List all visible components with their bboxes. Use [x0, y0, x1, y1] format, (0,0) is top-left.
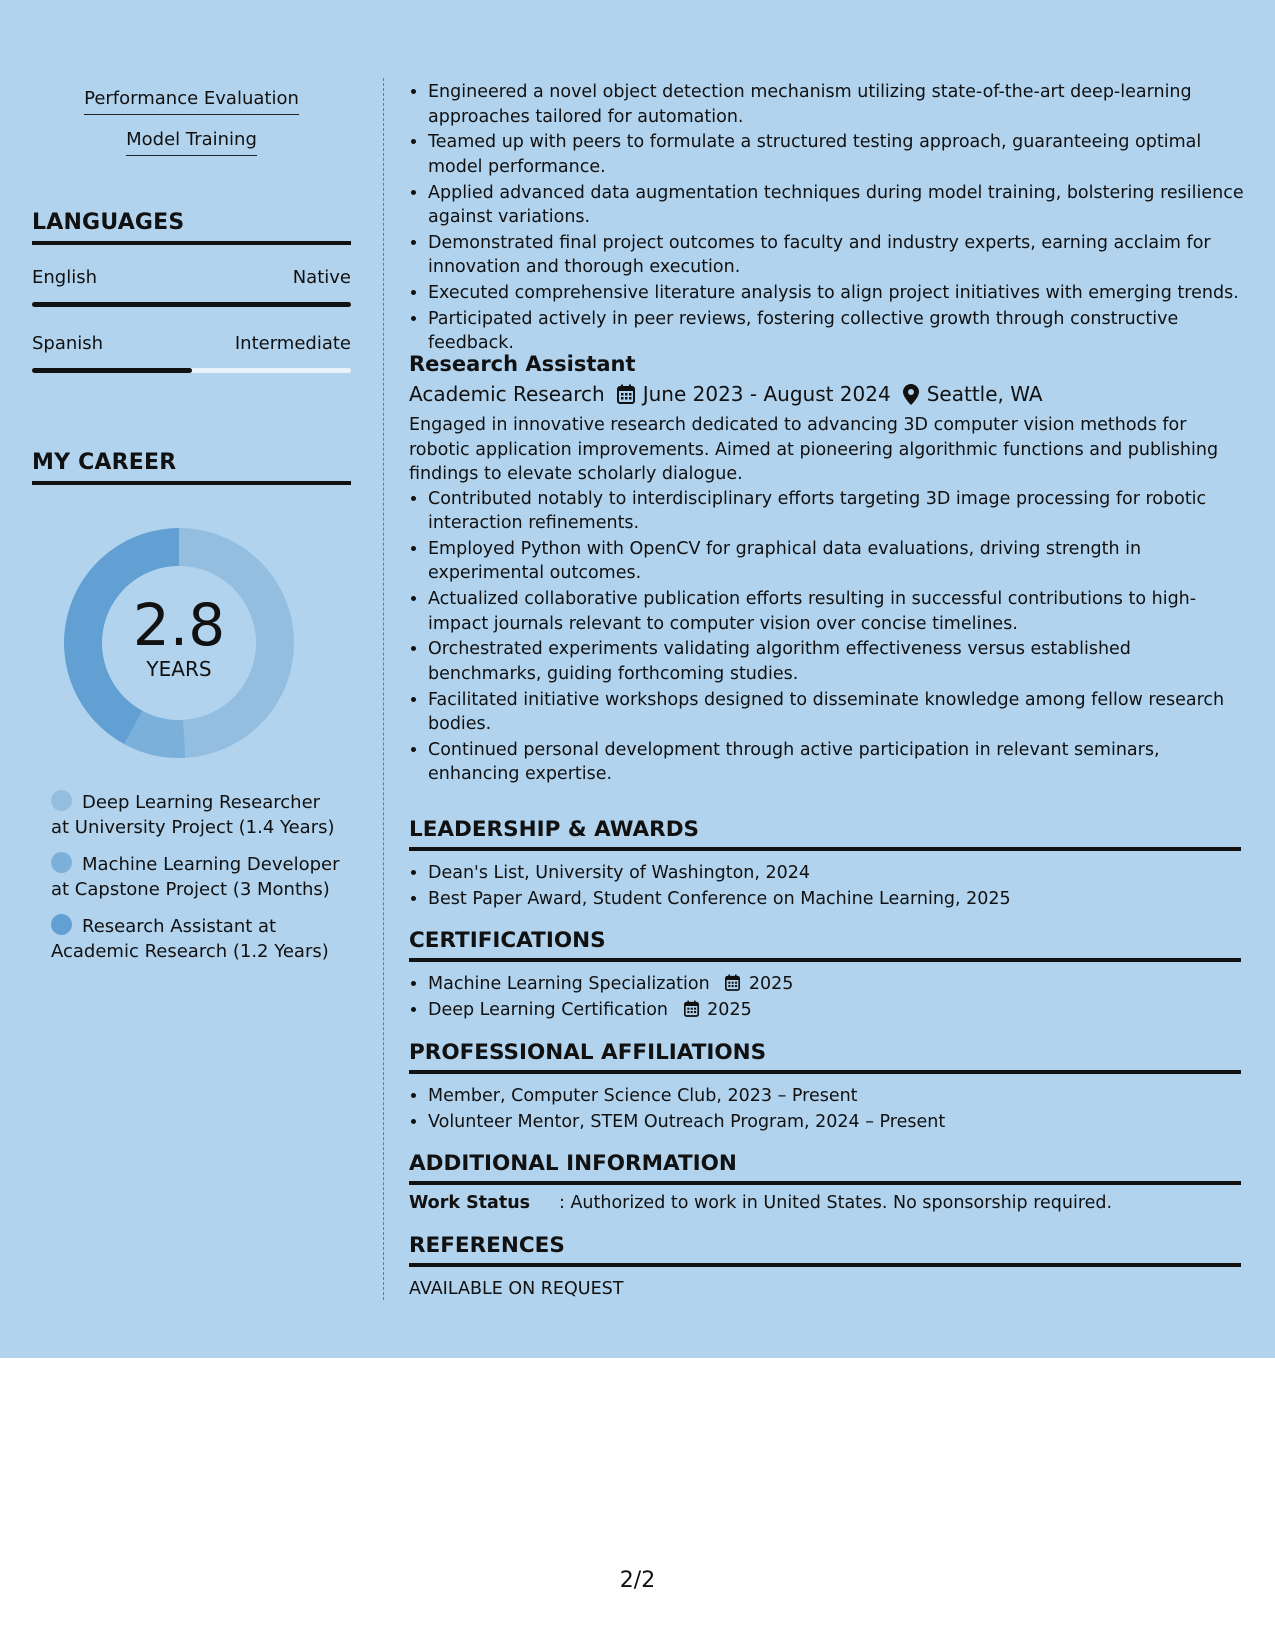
calendar-icon: [617, 384, 635, 404]
affiliations-section: [409, 1040, 1241, 1136]
calendar-icon: [684, 1000, 699, 1017]
list-item: • Participated actively in peer reviews, fostering collective growth through constructive feedback.: [428, 307, 1260, 356]
language-level: Intermediate: [234, 333, 351, 354]
references-text: AVAILABLE ON REQUEST: [409, 1279, 624, 1299]
language-bar-fill: [32, 302, 351, 307]
list-item: • Executed comprehensive literature analysis to align project initiatives with emerging trends.: [428, 281, 1260, 306]
certification-name: Deep Learning Certification: [428, 999, 669, 1020]
list-item: • Member, Computer Science Club, 2023 – Present: [428, 1084, 1241, 1109]
job-entry: [409, 352, 1241, 788]
language-name: Spanish: [32, 333, 104, 354]
language-name: English: [32, 267, 97, 288]
column-divider: [383, 78, 384, 1300]
work-status-label: Work Status: [409, 1193, 531, 1213]
legend-item: [51, 852, 341, 902]
list-item: • Applied advanced data augmentation techniques during model training, bolstering resilience against variations.: [428, 181, 1260, 230]
calendar-icon: [725, 974, 740, 991]
references-title: REFERENCES: [409, 1233, 1241, 1267]
job-meta: [409, 382, 1241, 406]
legend-item: [51, 790, 341, 840]
certification-name: Machine Learning Specialization: [428, 974, 710, 994]
language-bar: [32, 302, 351, 307]
leadership-title: LEADERSHIP & AWARDS: [409, 817, 1241, 851]
list-item: • Demonstrated final project outcomes to faculty and industry experts, earning acclaim for innovation and thorough execution.: [428, 231, 1260, 280]
career-title: MY CAREER: [32, 450, 351, 485]
career-donut-chart: [59, 523, 299, 763]
legend-dot: [51, 852, 72, 873]
certification-item: [428, 998, 1241, 1023]
certification-year: 2025: [748, 974, 794, 994]
work-status-row: [409, 1193, 1241, 1213]
career-total-unit: YEARS: [146, 657, 212, 681]
job-summary: Engaged in innovative research dedicated to advancing 3D computer vision methods for robotic application improvements. Aimed at pioneering algorithmic functions and publishing findings to elevate scholarly dialogue.: [409, 415, 1219, 484]
job-dates: June 2023 - August 2024: [642, 382, 891, 406]
legend-dot: [51, 914, 72, 935]
list-item: • Facilitated initiative workshops designed to disseminate knowledge among fellow research bodies.: [428, 688, 1241, 737]
list-item: • Teamed up with peers to formulate a structured testing approach, guaranteeing optimal model performance.: [428, 130, 1260, 179]
page-number: 2/2: [619, 1568, 656, 1593]
legend-text: Machine Learning Developer at Capstone Project (3 Months): [51, 854, 340, 900]
list-item: • Employed Python with OpenCV for graphical data evaluations, driving strength in experimental outcomes.: [428, 537, 1241, 586]
legend-text: Research Assistant at Academic Research (1.2 Years): [51, 916, 329, 962]
legend-item: [51, 914, 341, 964]
languages-title: LANGUAGES: [32, 210, 351, 245]
list-item: • Contributed notably to interdisciplinary efforts targeting 3D image processing for robotic interaction refinements.: [428, 487, 1241, 536]
job-bullet-list: [409, 487, 1241, 787]
project-bullet-list: [409, 80, 1260, 357]
certification-year: 2025: [707, 999, 752, 1020]
list-item: • Engineered a novel object detection mechanism utilizing state-of-the-art deep-learning approaches tailored for automation.: [428, 80, 1260, 129]
skill-item: Performance Evaluation: [84, 88, 299, 115]
list-item: • Actualized collaborative publication efforts resulting in successful contributions to high-impact journals relevant to computer vision over concise timelines.: [428, 587, 1241, 636]
job-company: Academic Research: [409, 382, 605, 406]
language-bar-fill: [32, 368, 192, 373]
skill-item: Model Training: [126, 129, 257, 156]
list-item: • Continued personal development through active participation in relevant seminars, enhancing expertise.: [428, 738, 1241, 787]
affiliations-title: PROFESSIONAL AFFILIATIONS: [409, 1040, 1241, 1074]
additional-info-section: [409, 1151, 1241, 1213]
list-item: • Volunteer Mentor, STEM Outreach Program, 2024 – Present: [428, 1110, 1241, 1135]
leadership-section: [409, 817, 1241, 913]
certifications-section: [409, 928, 1241, 1024]
job-title: Research Assistant: [409, 352, 636, 376]
language-bar: [32, 368, 351, 373]
career-legend: [51, 790, 341, 964]
language-level: Native: [292, 267, 351, 288]
language-spanish: [32, 333, 351, 373]
list-item: • Dean's List, University of Washington, 2024: [428, 861, 1241, 886]
work-status-value: : Authorized to work in United States. No sponsorship required.: [559, 1193, 1113, 1213]
location-pin-icon: [903, 384, 919, 405]
references-section: [409, 1233, 1241, 1299]
certifications-title: CERTIFICATIONS: [409, 928, 1241, 962]
additional-info-title: ADDITIONAL INFORMATION: [409, 1151, 1241, 1185]
certification-item: [428, 972, 1241, 997]
list-item: • Best Paper Award, Student Conference on Machine Learning, 2025: [428, 887, 1241, 912]
job-location: Seattle, WA: [926, 382, 1043, 406]
legend-text: Deep Learning Researcher at University Project (1.4 Years): [51, 792, 335, 838]
list-item: • Orchestrated experiments validating algorithm effectiveness versus established benchmarks, guiding forthcoming studies.: [428, 637, 1241, 686]
language-english: [32, 267, 351, 307]
career-total-value: 2.8: [132, 591, 226, 659]
legend-dot: [51, 790, 72, 811]
